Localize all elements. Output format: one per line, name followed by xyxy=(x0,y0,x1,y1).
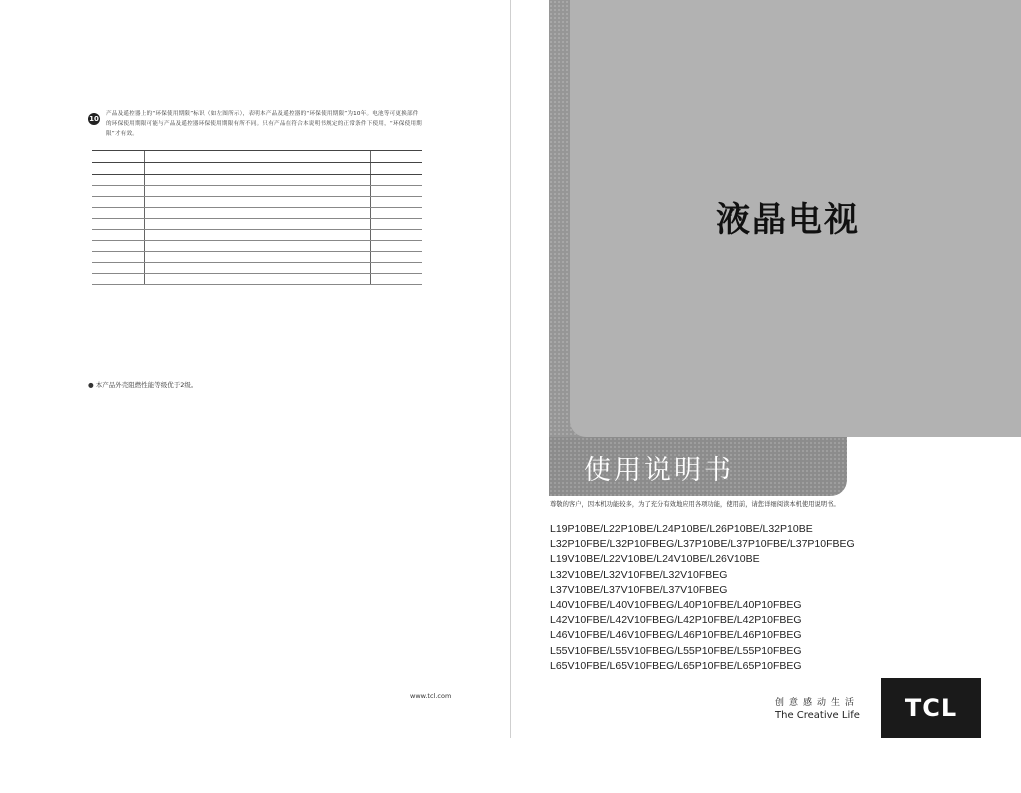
table-header-cell xyxy=(92,163,144,175)
table-row xyxy=(92,219,422,230)
table-row xyxy=(92,197,422,208)
model-line: L32V10BE/L32V10FBE/L32V10FBEG xyxy=(550,568,728,581)
model-line: L19V10BE/L22V10BE/L24V10BE/L26V10BE xyxy=(550,553,760,566)
table-row xyxy=(92,230,422,241)
table-row xyxy=(92,186,422,197)
table-header-cell xyxy=(278,163,319,175)
table-header-cell xyxy=(319,163,370,175)
model-line: L37V10BE/L37V10FBE/L37V10FBEG xyxy=(550,583,728,596)
table-header-cell xyxy=(92,151,144,163)
brand-slogan xyxy=(775,697,860,722)
model-line: L40V10FBE/L40V10FBEG/L40P10FBE/L40P10FBEG xyxy=(550,599,802,612)
slogan-english: The Creative Life xyxy=(775,710,860,721)
eco-period-icon: 10 xyxy=(89,115,99,123)
table-row xyxy=(92,263,422,274)
table-row xyxy=(92,208,422,219)
model-line: L46V10FBE/L46V10FBEG/L46P10FBE/L46P10FBEG xyxy=(550,629,802,642)
flame-rating-text: 本产品外壳阻燃性能等级优于2级。 xyxy=(95,381,198,389)
model-line: L65V10FBE/L65V10FBEG/L65P10FBE/L65P10FBEG xyxy=(550,659,802,672)
manual-subtitle: 使用说明书 xyxy=(584,455,734,486)
website-link: www.tcl.com xyxy=(410,692,452,700)
model-list xyxy=(550,522,855,674)
hazardous-substance-table xyxy=(92,150,422,285)
table-row xyxy=(92,274,422,285)
table-row xyxy=(92,252,422,263)
intro-text: 尊敬的客户，因本机功能较多，为了充分有效地应用各项功能，使用前，请您详细阅读本机使用说明书。 xyxy=(550,501,840,508)
table-row xyxy=(92,241,422,252)
flame-rating-note: ● 本产品外壳阻燃性能等级优于2级。 xyxy=(88,381,198,389)
main-title: 液晶电视 xyxy=(716,200,860,240)
eco-period-text: 产品及遥控器上的“环保使用期限”标识（如左图所示），表明本产品及遥控器的“环保使用期限”为10年。电池等可更换部件的环保使用期限可能与产品及遥控器环保使用期限有所不同。只有产品在符合本说明书规定的正常条件下使用，“环保使用期限”才有效。 xyxy=(106,111,422,137)
table-header-cell xyxy=(195,163,236,175)
table-header-cell xyxy=(144,163,195,175)
table-header-cell xyxy=(370,163,422,175)
tcl-logo: TCL xyxy=(881,678,981,738)
table-header-cell xyxy=(144,151,370,163)
model-line: L32P10FBE/L32P10FBEG/L37P10BE/L37P10FBE/L37P10FBEG xyxy=(550,538,855,551)
left-page xyxy=(0,0,510,738)
table-header-cell xyxy=(237,163,278,175)
model-line: L55V10FBE/L55V10FBEG/L55P10FBE/L55P10FBEG xyxy=(550,644,802,657)
table-header-cell xyxy=(370,151,422,163)
model-line: L42V10FBE/L42V10FBEG/L42P10FBE/L42P10FBEG xyxy=(550,614,802,627)
model-line: L19P10BE/L22P10BE/L24P10BE/L26P10BE/L32P10BE xyxy=(550,523,813,535)
slogan-chinese: 创意感动生活 xyxy=(775,698,860,708)
table-row xyxy=(92,175,422,186)
